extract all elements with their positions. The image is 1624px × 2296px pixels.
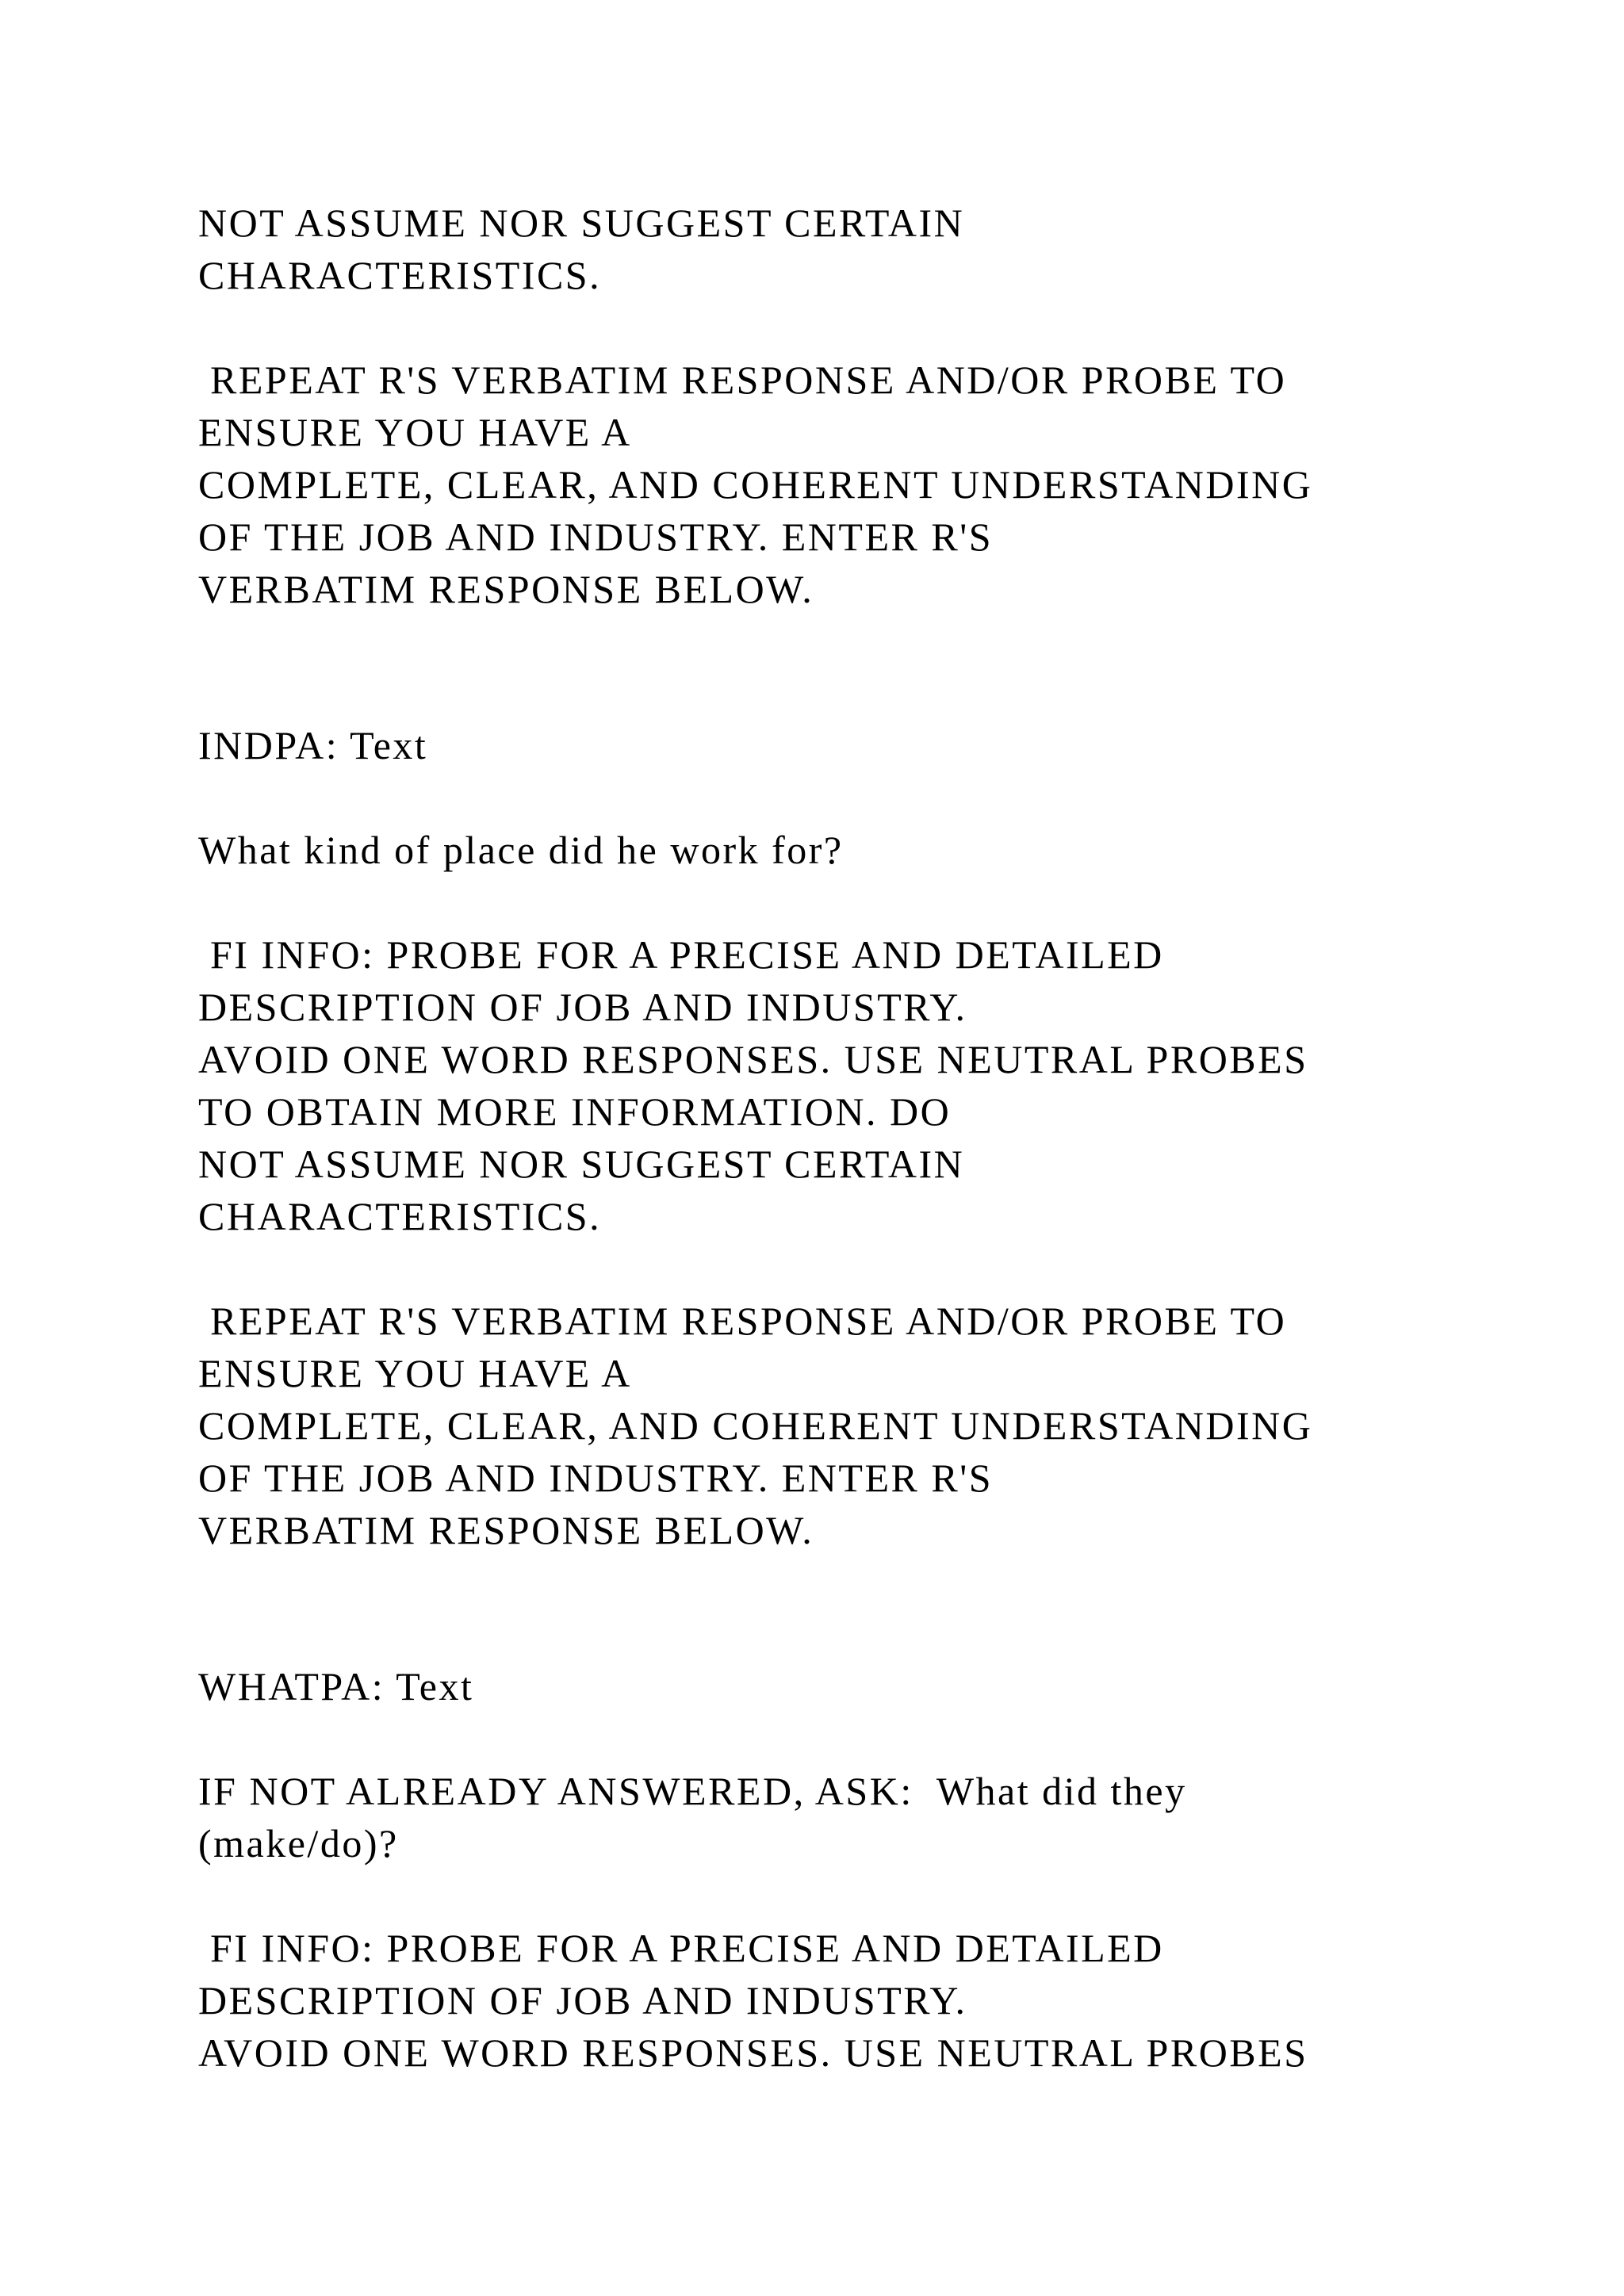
question-text: (make/do)? [198,1821,399,1866]
text-line: ENSURE YOU HAVE A [198,410,632,454]
text-line: ENSURE YOU HAVE A [198,1351,632,1395]
text-line: DESCRIPTION OF JOB AND INDUSTRY. [198,985,967,1029]
text-line: OF THE JOB AND INDUSTRY. ENTER R'S [198,515,994,559]
text-line: AVOID ONE WORD RESPONSES. USE NEUTRAL PROBES [198,2030,1308,2075]
text-line: FI INFO: PROBE FOR A PRECISE AND DETAILED [198,932,1164,977]
text-line: REPEAT R'S VERBATIM RESPONSE AND/OR PROBE TO [198,1299,1287,1343]
text-line: COMPLETE, CLEAR, AND COHERENT UNDERSTANDING [198,1403,1313,1448]
text-line: COMPLETE, CLEAR, AND COHERENT UNDERSTANDING [198,462,1313,507]
text-line: NOT ASSUME NOR SUGGEST CERTAIN [198,1142,965,1186]
question-text: IF NOT ALREADY ANSWERED, ASK: What did they [198,1769,1187,1813]
question-label-whatpa: WHATPA: Text [198,1664,474,1709]
text-line: REPEAT R'S VERBATIM RESPONSE AND/OR PROBE TO [198,358,1287,402]
text-line: CHARACTERISTICS. [198,1194,602,1238]
text-line: AVOID ONE WORD RESPONSES. USE NEUTRAL PROBES [198,1037,1308,1081]
text-line: CHARACTERISTICS. [198,253,602,297]
text-line: NOT ASSUME NOR SUGGEST CERTAIN [198,201,965,245]
text-line: TO OBTAIN MORE INFORMATION. DO [198,1089,952,1134]
text-line: FI INFO: PROBE FOR A PRECISE AND DETAILED [198,1926,1164,1970]
question-text: What kind of place did he work for? [198,828,844,872]
text-line: OF THE JOB AND INDUSTRY. ENTER R'S [198,1456,994,1500]
text-line: DESCRIPTION OF JOB AND INDUSTRY. [198,1978,967,2022]
question-label-indpa: INDPA: Text [198,723,428,767]
text-line: VERBATIM RESPONSE BELOW. [198,1508,814,1552]
text-line: VERBATIM RESPONSE BELOW. [198,567,814,611]
